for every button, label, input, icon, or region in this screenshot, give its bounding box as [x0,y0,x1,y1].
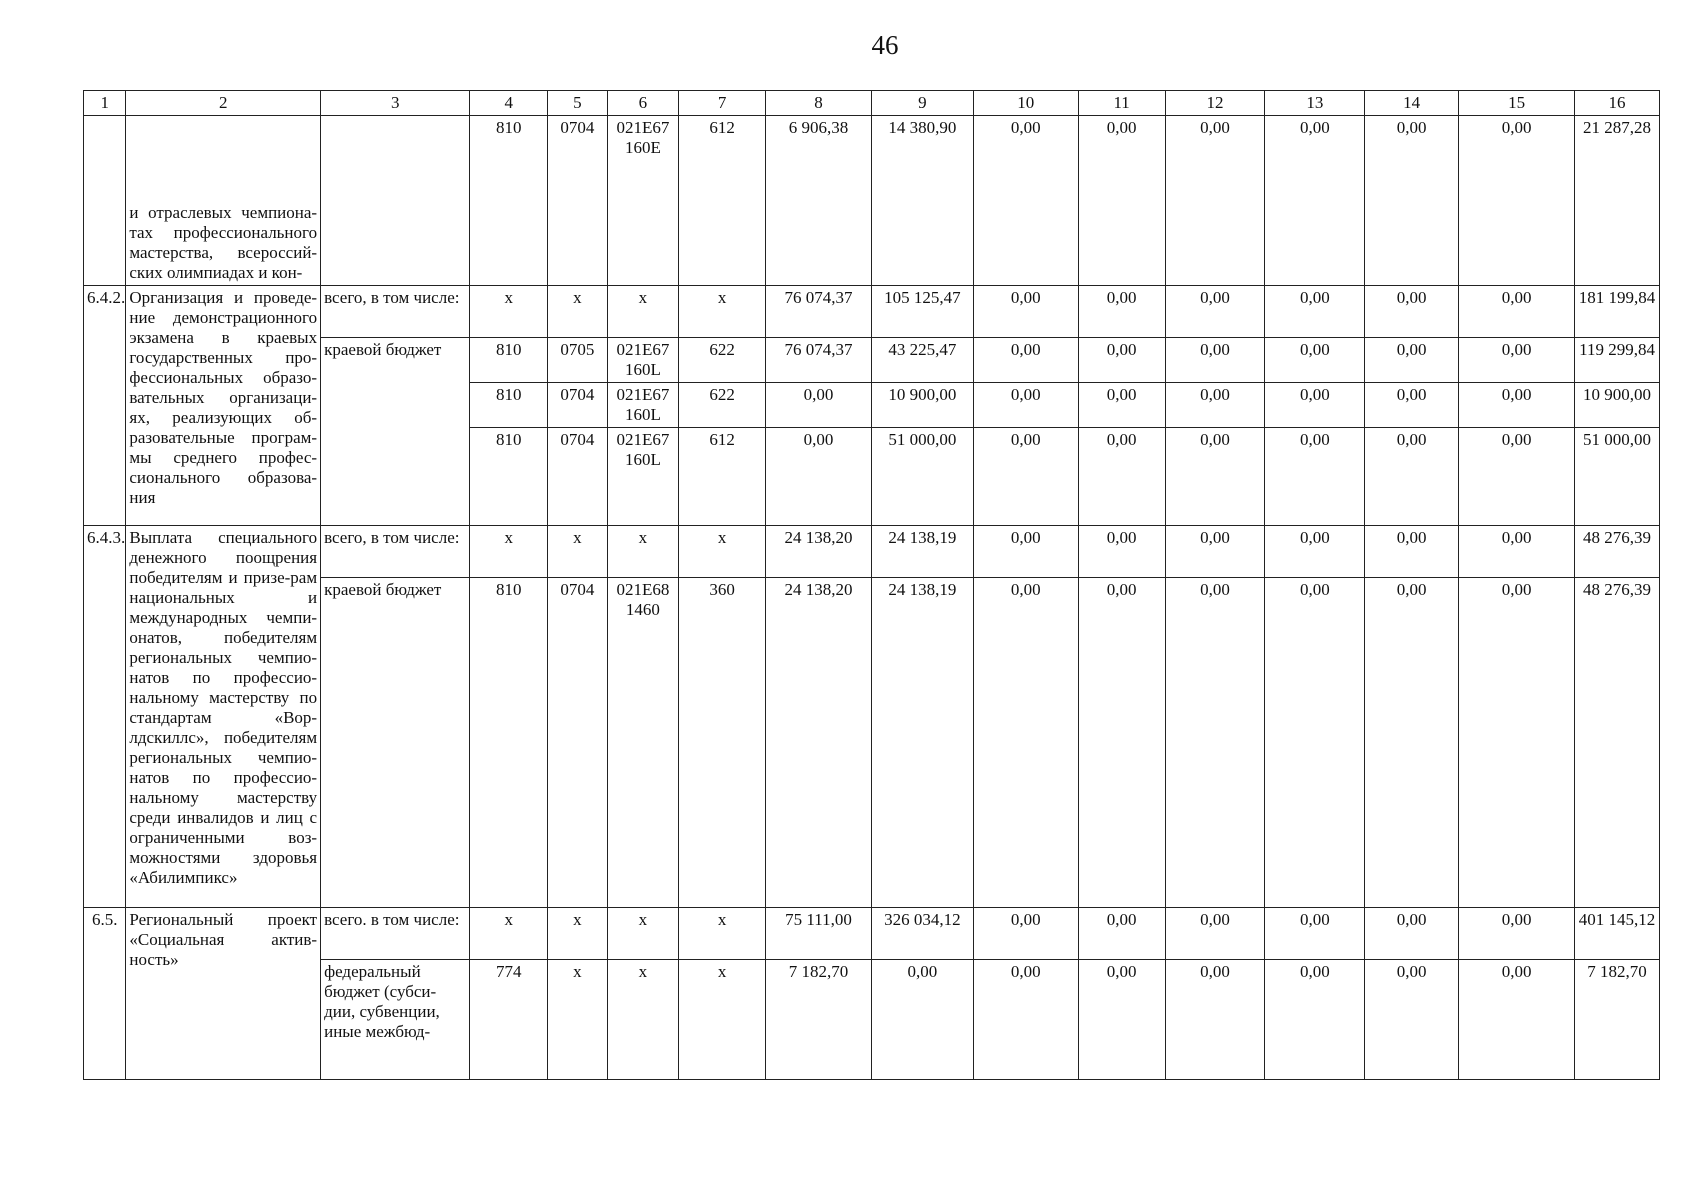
col-header: 16 [1575,91,1660,116]
col-header: 5 [548,91,608,116]
value-cell: 76 074,37 [766,286,872,338]
col-header: 7 [679,91,766,116]
value-cell: 0,00 [973,338,1078,383]
value-cell: 810 [470,383,548,428]
col-header: 6 [607,91,679,116]
value-cell: 0,00 [1365,908,1459,960]
value-cell: 0,00 [1078,526,1165,578]
value-cell: 021E67 160L [607,383,679,428]
funding-source-cell: всего, в том числе: [321,286,470,338]
value-cell: 0,00 [1265,578,1365,908]
value-cell: 0,00 [1365,526,1459,578]
value-cell: 0704 [548,383,608,428]
funding-source-cell: федеральный бюджет (субси-дии, субвенции, иные межбюд- [321,960,470,1080]
table-row [84,286,1660,338]
value-cell: 774 [470,960,548,1080]
budget-table [83,90,1660,1080]
col-header: 12 [1165,91,1265,116]
value-cell: 0,00 [1459,116,1575,286]
value-cell: 0,00 [973,908,1078,960]
col-header: 2 [126,91,321,116]
value-cell: 0,00 [973,526,1078,578]
table-row [84,578,1660,908]
value-cell: 0,00 [1165,908,1265,960]
value-cell: x [679,286,766,338]
value-cell: 0,00 [1078,908,1165,960]
table-row [84,116,1660,286]
value-cell: 75 111,00 [766,908,872,960]
col-header: 15 [1459,91,1575,116]
value-cell: 810 [470,428,548,526]
value-cell: 24 138,19 [871,578,973,908]
value-cell: 0,00 [1365,116,1459,286]
col-header: 10 [973,91,1078,116]
value-cell: 0,00 [1459,428,1575,526]
col-header: 3 [321,91,470,116]
value-cell: 0,00 [766,383,872,428]
value-cell: 181 199,84 [1575,286,1660,338]
value-cell: 0,00 [1165,116,1265,286]
table-row [84,908,1660,960]
value-cell: 24 138,20 [766,526,872,578]
value-cell: 0,00 [1459,578,1575,908]
value-cell: x [607,286,679,338]
row-number-cell: 6.5. [84,908,126,1080]
value-cell: x [679,908,766,960]
value-cell: x [470,526,548,578]
col-header: 14 [1365,91,1459,116]
value-cell: 0,00 [871,960,973,1080]
row-number-cell [84,116,126,286]
value-cell: 0,00 [1265,428,1365,526]
value-cell: 326 034,12 [871,908,973,960]
page-number: 46 [871,30,899,60]
value-cell: 0,00 [1165,383,1265,428]
col-header: 11 [1078,91,1165,116]
value-cell: 0,00 [1165,338,1265,383]
value-cell: x [607,526,679,578]
funding-source-cell [321,116,470,286]
value-cell: 0,00 [973,960,1078,1080]
value-cell: 0704 [548,578,608,908]
value-cell: 105 125,47 [871,286,973,338]
value-cell: 0,00 [1165,428,1265,526]
value-cell: x [470,908,548,960]
value-cell: x [679,960,766,1080]
value-cell: 0704 [548,428,608,526]
value-cell: 0,00 [1078,286,1165,338]
value-cell: 0,00 [1165,526,1265,578]
value-cell: 0,00 [1078,383,1165,428]
value-cell: 401 145,12 [1575,908,1660,960]
value-cell: 0,00 [1078,116,1165,286]
value-cell: 119 299,84 [1575,338,1660,383]
value-cell: 24 138,19 [871,526,973,578]
value-cell: 0,00 [1165,286,1265,338]
value-cell: 0,00 [1365,578,1459,908]
funding-source-cell: всего. в том числе: [321,908,470,960]
value-cell: 0,00 [973,578,1078,908]
value-cell: 6 906,38 [766,116,872,286]
value-cell: 0,00 [1459,908,1575,960]
table-row [84,960,1660,1080]
value-cell: 0,00 [1459,960,1575,1080]
value-cell: 0,00 [1459,338,1575,383]
value-cell: 24 138,20 [766,578,872,908]
value-cell: 0,00 [1459,286,1575,338]
col-header: 1 [84,91,126,116]
value-cell: 810 [470,338,548,383]
value-cell: 0,00 [1365,960,1459,1080]
value-cell: 0,00 [1265,960,1365,1080]
value-cell: 0,00 [1078,428,1165,526]
value-cell: 612 [679,428,766,526]
value-cell: 0,00 [973,286,1078,338]
row-number-cell: 6.4.3. [84,526,126,908]
value-cell: x [470,286,548,338]
value-cell: x [607,908,679,960]
value-cell: 0,00 [1365,383,1459,428]
value-cell: x [548,960,608,1080]
value-cell: 021E68 1460 [607,578,679,908]
measure-name-cell: и отраслевых чемпиона-тах профессионального мастерства, всероссий-ских олимпиадах и кон- [126,116,321,286]
value-cell: 622 [679,383,766,428]
value-cell: 0,00 [1265,383,1365,428]
value-cell: 0,00 [973,383,1078,428]
value-cell: 0,00 [1365,286,1459,338]
funding-source-cell: всего, в том числе: [321,526,470,578]
value-cell: 0,00 [1078,338,1165,383]
value-cell: 51 000,00 [871,428,973,526]
value-cell: 0704 [548,116,608,286]
measure-name-cell: Региональный проект «Социальная актив-ность» [126,908,321,1080]
measure-name-cell: Выплата специального денежного поощрения победителям и призе-рам национальных и международных чемпи-онатов, победителям региональных чемпио-натов по профессио-нальному мастерству по стандартам «Вор-лдскиллс», победителям региональных чемпио-натов по профессио-нальному мастерству среди инвалидов и лиц с ограниченными воз-можностями здоровья «Абилимпикс» [126,526,321,908]
value-cell: 810 [470,116,548,286]
funding-source-cell: краевой бюджет [321,338,470,526]
value-cell: x [548,526,608,578]
value-cell: 48 276,39 [1575,578,1660,908]
table-row [84,526,1660,578]
value-cell: 021E67 160E [607,116,679,286]
value-cell: 612 [679,116,766,286]
value-cell: 0,00 [1365,428,1459,526]
value-cell: x [679,526,766,578]
value-cell: 0,00 [973,428,1078,526]
value-cell: 0,00 [1078,960,1165,1080]
value-cell: 7 182,70 [766,960,872,1080]
value-cell: 0,00 [1265,526,1365,578]
value-cell: 810 [470,578,548,908]
value-cell: x [548,908,608,960]
value-cell: 0,00 [1265,286,1365,338]
value-cell: 0,00 [1459,526,1575,578]
value-cell: 0,00 [1165,578,1265,908]
value-cell: 10 900,00 [1575,383,1660,428]
value-cell: 7 182,70 [1575,960,1660,1080]
col-header: 4 [470,91,548,116]
row-number-cell: 6.4.2. [84,286,126,526]
value-cell: 021E67 160L [607,428,679,526]
col-header: 13 [1265,91,1365,116]
header-row [84,91,1660,116]
funding-source-cell: краевой бюджет [321,578,470,908]
value-cell: x [607,960,679,1080]
value-cell: 0,00 [1165,960,1265,1080]
value-cell: 48 276,39 [1575,526,1660,578]
value-cell: 10 900,00 [871,383,973,428]
value-cell: 622 [679,338,766,383]
value-cell: 021E67 160L [607,338,679,383]
col-header: 9 [871,91,973,116]
measure-name-cell: Организация и проведе-ние демонстрационного экзамена в краевых государственных про-фессиональных образо-вательных организаци-ях, реализующих об-разовательные програм-мы среднего профес-сионального образова-ния [126,286,321,526]
value-cell: 0,00 [1265,116,1365,286]
value-cell: 0,00 [1459,383,1575,428]
value-cell: 43 225,47 [871,338,973,383]
value-cell: 360 [679,578,766,908]
value-cell: 0,00 [1265,908,1365,960]
value-cell: 0,00 [1265,338,1365,383]
value-cell: 0,00 [973,116,1078,286]
value-cell: 0705 [548,338,608,383]
value-cell: 0,00 [766,428,872,526]
value-cell: x [548,286,608,338]
value-cell: 0,00 [1365,338,1459,383]
table-row [84,338,1660,383]
value-cell: 21 287,28 [1575,116,1660,286]
value-cell: 14 380,90 [871,116,973,286]
value-cell: 76 074,37 [766,338,872,383]
value-cell: 0,00 [1078,578,1165,908]
col-header: 8 [766,91,872,116]
value-cell: 51 000,00 [1575,428,1660,526]
